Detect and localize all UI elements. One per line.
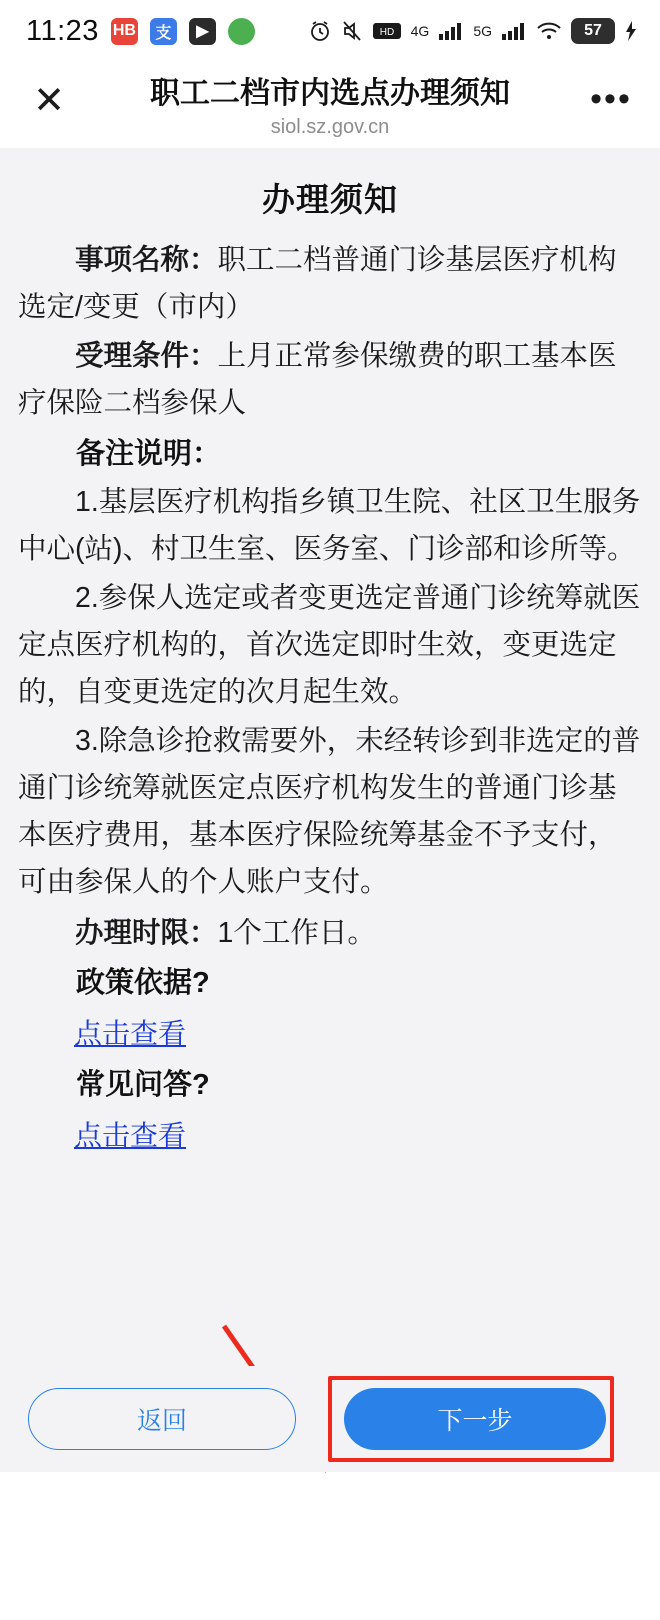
back-button[interactable]: 返回 <box>28 1388 296 1450</box>
page-url: siol.sz.gov.cn <box>270 116 390 138</box>
svg-text:HD: HD <box>379 27 394 38</box>
status-bar-left <box>26 15 255 48</box>
remark-item-1: 1.基层医疗机构指乡镇卫生院、社区卫生服务中心(站)、村卫生室、医务室、门诊部和诊所等。 <box>18 486 641 565</box>
app-badge-alipay: 支 <box>150 18 177 45</box>
signal-4g-icon <box>438 21 464 41</box>
item-name-paragraph <box>18 237 642 331</box>
document-title: 办理须知 <box>262 181 398 218</box>
status-bar <box>0 0 660 62</box>
bottom-action-bar <box>0 1366 660 1472</box>
status-bar-right <box>308 18 638 44</box>
condition-paragraph <box>18 333 642 427</box>
charging-icon <box>624 20 638 42</box>
condition-value: 上月正常参保缴费的职工基本医疗保险二档参保人 <box>18 340 617 419</box>
close-icon[interactable]: ✕ <box>33 80 65 122</box>
browser-title-bar <box>0 62 660 148</box>
deadline-value: 1个工作日。 <box>217 917 376 949</box>
item-name-label: 事项名称： <box>75 244 218 276</box>
remark-label: 备注说明： <box>76 438 222 470</box>
signal-5g-icon <box>501 21 527 41</box>
page-content <box>0 148 660 1472</box>
policy-link[interactable]: 点击查看 <box>74 1018 187 1049</box>
next-button-wrap <box>318 1374 632 1464</box>
faq-link[interactable]: 点击查看 <box>74 1120 187 1151</box>
faq-heading: 常见问答? <box>76 1069 210 1101</box>
highlight-box <box>328 1376 614 1462</box>
status-time: 11:23 <box>26 14 99 47</box>
deadline-label: 办理时限： <box>75 917 218 949</box>
app-badge-media: ▶ <box>189 18 216 45</box>
app-badge-hb: HB <box>111 18 138 45</box>
remark-item-2: 2.参保人选定或者变更选定普通门诊统筹就医定点医疗机构的，首次选定即时生效，变更选定的，自变更选定的次月起生效。 <box>18 582 641 708</box>
condition-label: 受理条件： <box>75 340 218 372</box>
item-name-value: 职工二档普通门诊基层医疗机构选定/变更（市内） <box>18 244 617 323</box>
title-block <box>72 74 588 139</box>
more-options-icon[interactable]: ••• <box>590 79 632 118</box>
page-title: 职工二档市内选点办理须知 <box>150 77 510 110</box>
app-badge-leaf <box>228 18 255 45</box>
network-5g-label: 5G <box>473 23 492 39</box>
policy-heading: 政策依据? <box>76 967 210 999</box>
next-step-button[interactable]: 下一步 <box>344 1388 606 1450</box>
hd-icon <box>372 21 402 41</box>
alarm-icon <box>308 19 332 43</box>
wifi-icon <box>536 21 562 41</box>
mute-icon <box>341 19 363 43</box>
network-4g-label: 4G <box>410 23 430 39</box>
battery-indicator: 57 <box>571 18 615 44</box>
remark-item-3: 3.除急诊抢救需要外，未经转诊到非选定的普通门诊统筹就医定点医疗机构发生的普通门诊基本医疗费用，基本医疗保险统筹基金不予支付，可由参保人的个人账户支付。 <box>18 725 641 898</box>
deadline-paragraph <box>18 908 642 958</box>
